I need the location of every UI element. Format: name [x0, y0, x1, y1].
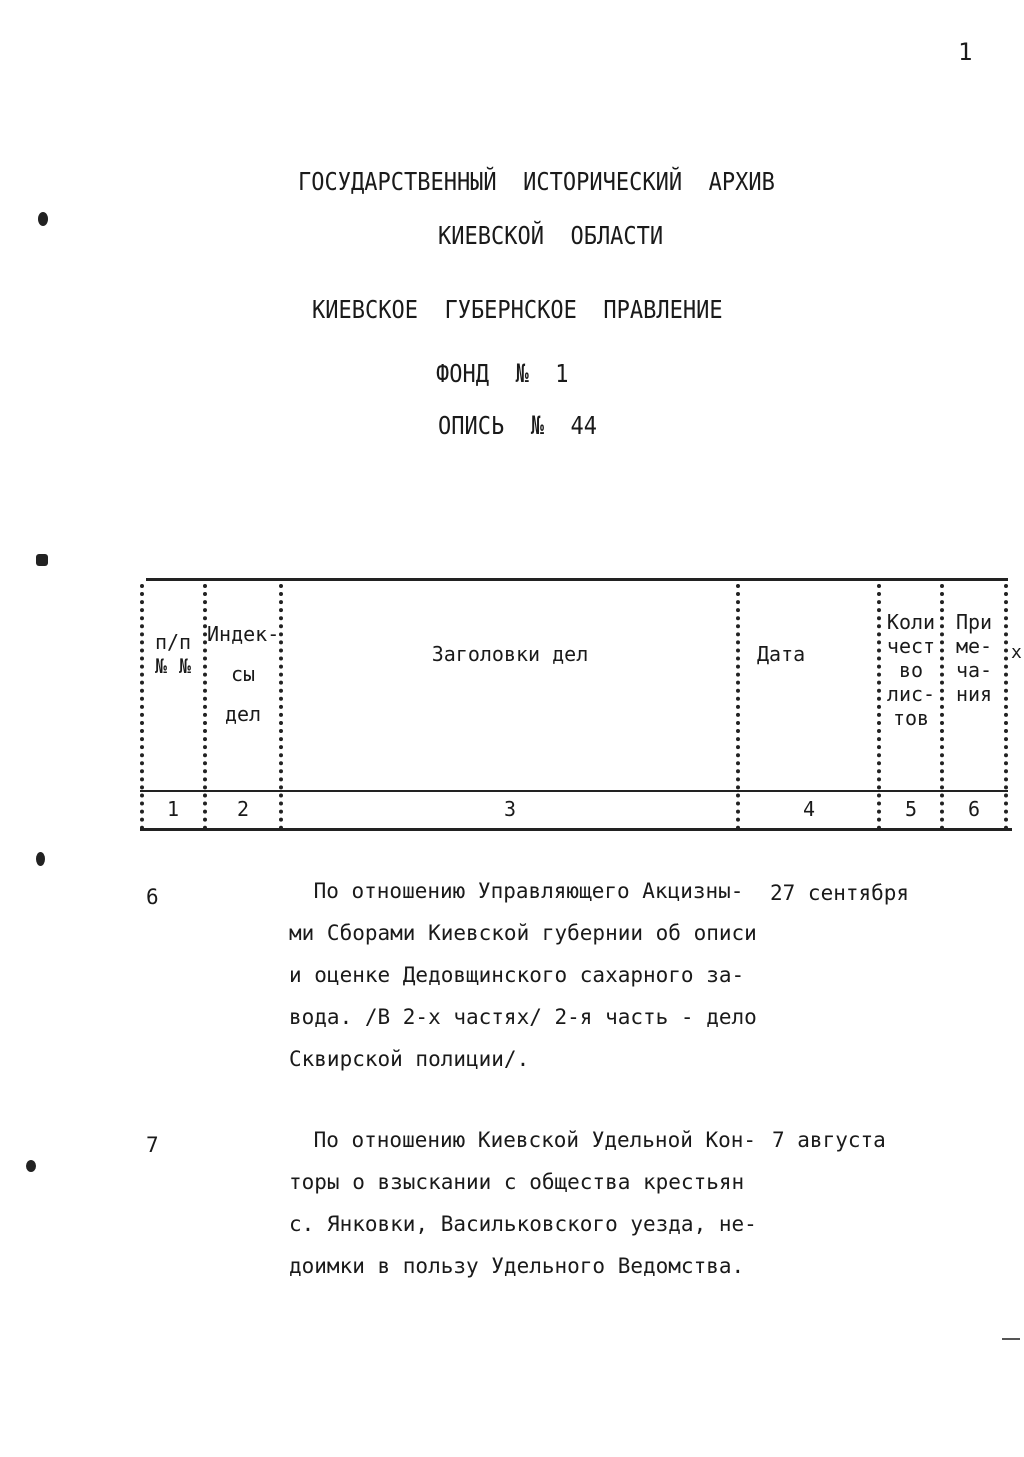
scan-mark	[1002, 1338, 1020, 1340]
entry-title-line: По отношению Киевской Удельной Кон-	[263, 1128, 757, 1152]
header-cell-5: Коли чест во лис- тов	[886, 610, 936, 730]
scan-speck	[36, 852, 45, 866]
entry-number: 6	[146, 885, 159, 909]
table-top-rule	[146, 578, 1008, 581]
header-cell-4: Дата	[757, 642, 806, 666]
column-number-1: 1	[166, 797, 180, 821]
header-cell-3: Заголовки дел	[431, 642, 589, 666]
column-number-5: 5	[904, 797, 918, 821]
header-cell-6: При ме- ча- ния	[955, 610, 993, 706]
header-cell-1: п/п № №	[154, 630, 192, 678]
column-divider	[140, 584, 144, 830]
archive-title-line1: ГОСУДАРСТВЕННЫЙ ИСТОРИЧЕСКИЙ АРХИВ	[298, 168, 775, 197]
scan-speck	[38, 212, 48, 226]
column-number-4: 4	[802, 797, 816, 821]
page-number: 1	[958, 38, 973, 66]
entry-date: 27 сентября	[770, 881, 910, 905]
column-number-3: 3	[503, 797, 517, 821]
column-divider	[1004, 584, 1008, 830]
column-divider	[279, 584, 283, 830]
entry-number: 7	[146, 1133, 159, 1157]
entry-title-line: и оценке Дедовщинского сахарного за-	[289, 963, 745, 987]
column-divider	[736, 584, 740, 830]
opis-number: ОПИСЬ № 44	[438, 412, 597, 441]
fond-number: ФОНД № 1	[436, 360, 569, 389]
entry-title-line: По отношению Управляющего Акцизны-	[263, 879, 744, 903]
table-bottom-rule	[140, 828, 1012, 831]
entry-title-line: с. Янковки, Васильковского уезда, не-	[289, 1212, 757, 1236]
entry-date: 7 августа	[772, 1128, 886, 1152]
scan-speck	[26, 1160, 36, 1172]
column-number-2: 2	[236, 797, 250, 821]
entry-title-line: Сквирской полиции/.	[289, 1047, 530, 1071]
margin-mark: х	[1011, 642, 1022, 663]
archive-title-line2: КИЕВСКОЙ ОБЛАСТИ	[438, 222, 664, 251]
entry-title-line: доимки в пользу Удельного Ведомства.	[289, 1254, 745, 1278]
header-cell-2: Индек- сы дел	[207, 622, 280, 726]
scan-speck	[36, 554, 48, 566]
entry-title-line: вода. /В 2-х частях/ 2-я часть - дело	[289, 1005, 757, 1029]
institution-title: КИЕВСКОЕ ГУБЕРНСКОЕ ПРАВЛЕНИЕ	[312, 296, 723, 325]
column-number-6: 6	[967, 797, 981, 821]
entry-title-line: торы о взыскании с общества крестьян	[289, 1170, 745, 1194]
entry-title-line: ми Сборами Киевской губернии об описи	[289, 921, 757, 945]
